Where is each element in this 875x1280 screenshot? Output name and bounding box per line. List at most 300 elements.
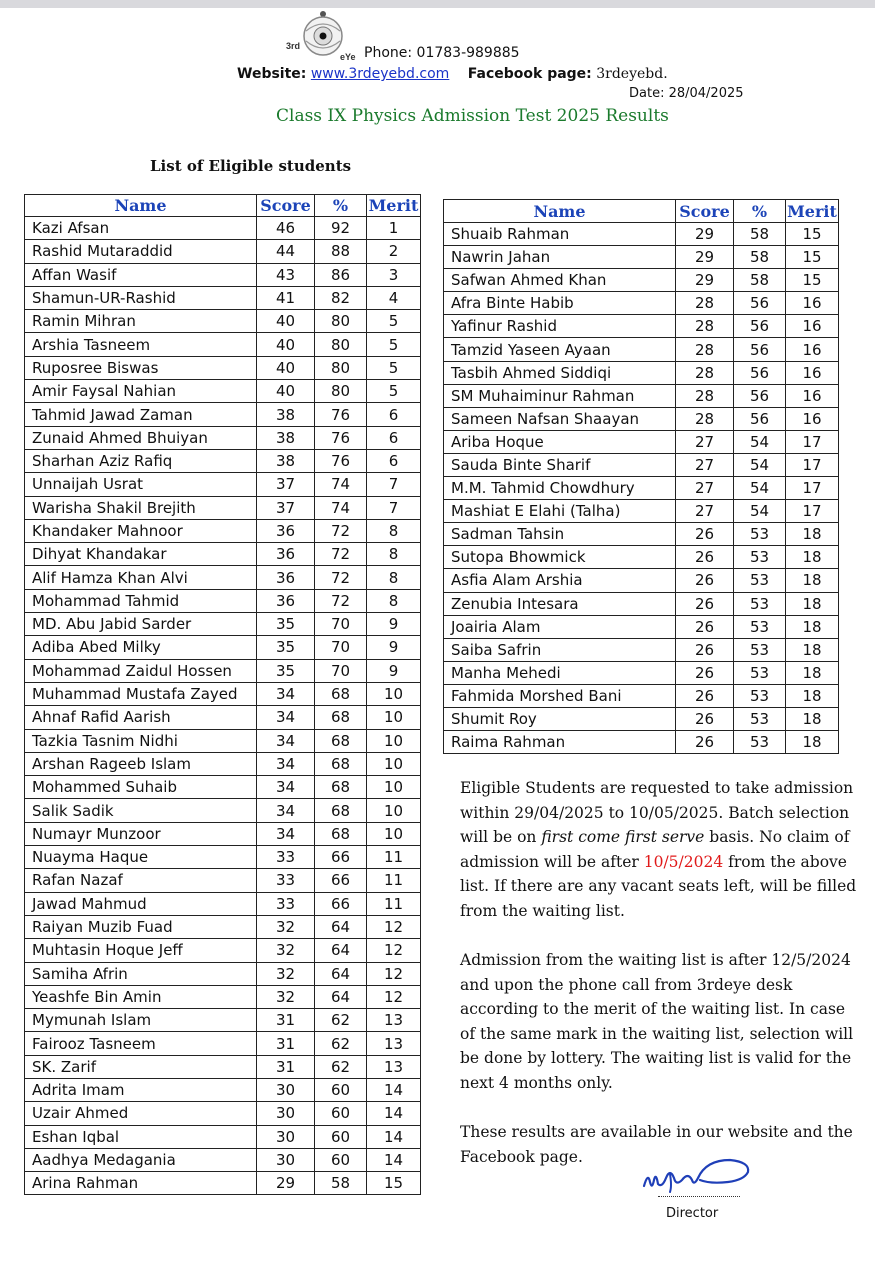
student-name: Yeashfe Bin Amin xyxy=(25,985,257,1008)
score-cell: 37 xyxy=(257,496,315,519)
score-cell: 26 xyxy=(676,523,734,546)
student-name: Adrita Imam xyxy=(25,1078,257,1101)
score-cell: 35 xyxy=(257,636,315,659)
merit-cell: 10 xyxy=(367,776,421,799)
merit-cell: 13 xyxy=(367,1009,421,1032)
score-cell: 36 xyxy=(257,589,315,612)
percent-cell: 80 xyxy=(315,356,367,379)
table-row xyxy=(25,636,421,659)
percent-cell: 64 xyxy=(315,915,367,938)
student-name: Zenubia Intesara xyxy=(444,592,676,615)
percent-cell: 68 xyxy=(315,799,367,822)
merit-cell: 16 xyxy=(786,315,839,338)
score-cell: 26 xyxy=(676,615,734,638)
table-row xyxy=(444,477,839,500)
score-cell: 40 xyxy=(257,333,315,356)
merit-cell: 14 xyxy=(367,1078,421,1101)
admission-notes xyxy=(460,776,860,1194)
score-cell: 29 xyxy=(676,269,734,292)
percent-cell: 56 xyxy=(734,384,786,407)
percent-cell: 68 xyxy=(315,706,367,729)
score-cell: 34 xyxy=(257,799,315,822)
score-cell: 31 xyxy=(257,1055,315,1078)
score-cell: 28 xyxy=(676,361,734,384)
score-cell: 36 xyxy=(257,519,315,542)
merit-cell: 7 xyxy=(367,473,421,496)
merit-cell: 18 xyxy=(786,592,839,615)
3rdeye-logo-icon xyxy=(286,9,358,61)
percent-cell: 60 xyxy=(315,1148,367,1171)
score-cell: 32 xyxy=(257,915,315,938)
student-name: Mohammad Tahmid xyxy=(25,589,257,612)
score-cell: 34 xyxy=(257,729,315,752)
percent-cell: 80 xyxy=(315,380,367,403)
score-cell: 26 xyxy=(676,592,734,615)
score-cell: 31 xyxy=(257,1009,315,1032)
merit-cell: 6 xyxy=(367,449,421,472)
table-row xyxy=(444,661,839,684)
table-row xyxy=(25,473,421,496)
merit-cell: 15 xyxy=(367,1172,421,1195)
table-row xyxy=(25,846,421,869)
merit-cell: 18 xyxy=(786,661,839,684)
table-row xyxy=(444,384,839,407)
score-cell: 36 xyxy=(257,566,315,589)
table-row xyxy=(25,566,421,589)
score-cell: 26 xyxy=(676,546,734,569)
student-name: Nuayma Haque xyxy=(25,846,257,869)
merit-cell: 18 xyxy=(786,731,839,754)
table-row xyxy=(25,659,421,682)
score-cell: 37 xyxy=(257,473,315,496)
merit-cell: 10 xyxy=(367,822,421,845)
merit-cell: 5 xyxy=(367,333,421,356)
percent-cell: 58 xyxy=(734,223,786,246)
student-name: Shumit Roy xyxy=(444,707,676,730)
table-row xyxy=(444,407,839,430)
results-table-right xyxy=(443,199,839,754)
merit-cell: 18 xyxy=(786,638,839,661)
percent-cell: 56 xyxy=(734,315,786,338)
table-row xyxy=(444,292,839,315)
signature-label: Director xyxy=(666,1206,719,1221)
merit-cell: 11 xyxy=(367,869,421,892)
score-cell: 33 xyxy=(257,892,315,915)
student-name: Eshan Iqbal xyxy=(25,1125,257,1148)
director-signature-icon xyxy=(640,1150,755,1200)
merit-cell: 10 xyxy=(367,799,421,822)
percent-cell: 82 xyxy=(315,286,367,309)
score-cell: 34 xyxy=(257,682,315,705)
merit-cell: 13 xyxy=(367,1032,421,1055)
percent-cell: 53 xyxy=(734,615,786,638)
student-name: Jawad Mahmud xyxy=(25,892,257,915)
percent-cell: 76 xyxy=(315,426,367,449)
student-name: M.M. Tahmid Chowdhury xyxy=(444,477,676,500)
merit-cell: 5 xyxy=(367,310,421,333)
student-name: Ruposree Biswas xyxy=(25,356,257,379)
note-text: Eligible Students are requested to take admission within 29/04/2025 to 10/05/2025. Batch selection will be on xyxy=(460,779,854,846)
column-header-score: Score xyxy=(257,195,315,217)
table-row xyxy=(25,939,421,962)
score-cell: 27 xyxy=(676,500,734,523)
student-name: Muhammad Mustafa Zayed xyxy=(25,682,257,705)
table-row xyxy=(25,1172,421,1195)
merit-cell: 9 xyxy=(367,659,421,682)
student-name: Fairooz Tasneem xyxy=(25,1032,257,1055)
table-row xyxy=(25,589,421,612)
percent-cell: 56 xyxy=(734,292,786,315)
note-text: from the above list. If there are any vacant seats left, will be filled from the waiting list. xyxy=(460,852,857,920)
merit-cell: 4 xyxy=(367,286,421,309)
score-cell: 27 xyxy=(676,453,734,476)
percent-cell: 66 xyxy=(315,869,367,892)
column-header-name: Name xyxy=(444,200,676,223)
student-name: Kazi Afsan xyxy=(25,217,257,240)
merit-cell: 15 xyxy=(786,223,839,246)
percent-cell: 53 xyxy=(734,592,786,615)
student-name: Sauda Binte Sharif xyxy=(444,453,676,476)
student-name: Samiha Afrin xyxy=(25,962,257,985)
table-row xyxy=(25,496,421,519)
table-row xyxy=(25,1102,421,1125)
table-row xyxy=(444,638,839,661)
table-row xyxy=(25,286,421,309)
signature-line xyxy=(658,1196,740,1197)
student-name: Uzair Ahmed xyxy=(25,1102,257,1125)
table-row xyxy=(25,1078,421,1101)
table-row xyxy=(25,426,421,449)
merit-cell: 16 xyxy=(786,361,839,384)
table-row xyxy=(25,240,421,263)
student-name: Rafan Nazaf xyxy=(25,869,257,892)
percent-cell: 68 xyxy=(315,822,367,845)
student-name: Tasbih Ahmed Siddiqi xyxy=(444,361,676,384)
student-name: Asfia Alam Arshia xyxy=(444,569,676,592)
merit-cell: 18 xyxy=(786,569,839,592)
column-header-name: Name xyxy=(25,195,257,217)
score-cell: 28 xyxy=(676,315,734,338)
score-cell: 33 xyxy=(257,846,315,869)
table-row xyxy=(444,546,839,569)
student-name: Khandaker Mahnoor xyxy=(25,519,257,542)
student-name: Zunaid Ahmed Bhuiyan xyxy=(25,426,257,449)
table-row xyxy=(25,403,421,426)
table-row xyxy=(25,1009,421,1032)
table-row xyxy=(25,543,421,566)
percent-cell: 70 xyxy=(315,636,367,659)
table-row xyxy=(444,315,839,338)
percent-cell: 58 xyxy=(734,269,786,292)
percent-cell: 62 xyxy=(315,1009,367,1032)
note-paragraph-3: These results are available in our website and the Facebook page. xyxy=(460,1123,853,1166)
score-cell: 30 xyxy=(257,1148,315,1171)
table-row xyxy=(444,615,839,638)
student-name: Arshia Tasneem xyxy=(25,333,257,356)
student-name: Ramin Mihran xyxy=(25,310,257,333)
score-cell: 34 xyxy=(257,822,315,845)
score-cell: 34 xyxy=(257,752,315,775)
score-cell: 35 xyxy=(257,659,315,682)
merit-cell: 14 xyxy=(367,1125,421,1148)
student-name: Raiyan Muzib Fuad xyxy=(25,915,257,938)
score-cell: 38 xyxy=(257,449,315,472)
merit-cell: 3 xyxy=(367,263,421,286)
percent-cell: 53 xyxy=(734,707,786,730)
score-cell: 34 xyxy=(257,706,315,729)
student-name: Muhtasin Hoque Jeff xyxy=(25,939,257,962)
percent-cell: 68 xyxy=(315,752,367,775)
table-row xyxy=(444,223,839,246)
table-row xyxy=(444,430,839,453)
student-name: Mashiat E Elahi (Talha) xyxy=(444,500,676,523)
table-row xyxy=(444,523,839,546)
percent-cell: 56 xyxy=(734,338,786,361)
table-row xyxy=(444,707,839,730)
top-border xyxy=(0,0,875,8)
student-name: Sharhan Aziz Rafiq xyxy=(25,449,257,472)
table-row xyxy=(25,1148,421,1171)
table-row xyxy=(25,752,421,775)
merit-cell: 5 xyxy=(367,356,421,379)
student-name: Warisha Shakil Brejith xyxy=(25,496,257,519)
merit-cell: 18 xyxy=(786,523,839,546)
percent-cell: 54 xyxy=(734,430,786,453)
score-cell: 26 xyxy=(676,638,734,661)
score-cell: 27 xyxy=(676,430,734,453)
merit-cell: 11 xyxy=(367,892,421,915)
table-row xyxy=(25,892,421,915)
student-name: Numayr Munzoor xyxy=(25,822,257,845)
percent-cell: 54 xyxy=(734,453,786,476)
percent-cell: 56 xyxy=(734,361,786,384)
percent-cell: 72 xyxy=(315,543,367,566)
list-subtitle: List of Eligible students xyxy=(150,157,352,175)
table-header-row xyxy=(25,195,421,217)
student-name: Manha Mehedi xyxy=(444,661,676,684)
student-name: Saiba Safrin xyxy=(444,638,676,661)
score-cell: 26 xyxy=(676,684,734,707)
percent-cell: 53 xyxy=(734,638,786,661)
score-cell: 28 xyxy=(676,292,734,315)
table-row xyxy=(25,380,421,403)
percent-cell: 92 xyxy=(315,217,367,240)
merit-cell: 18 xyxy=(786,707,839,730)
merit-cell: 2 xyxy=(367,240,421,263)
merit-cell: 6 xyxy=(367,403,421,426)
merit-cell: 14 xyxy=(367,1102,421,1125)
merit-cell: 8 xyxy=(367,589,421,612)
merit-cell: 16 xyxy=(786,338,839,361)
table-row xyxy=(444,500,839,523)
percent-cell: 68 xyxy=(315,729,367,752)
percent-cell: 66 xyxy=(315,892,367,915)
student-name: Joairia Alam xyxy=(444,615,676,638)
merit-cell: 12 xyxy=(367,939,421,962)
percent-cell: 72 xyxy=(315,589,367,612)
table-row xyxy=(25,682,421,705)
table-row xyxy=(444,592,839,615)
percent-cell: 74 xyxy=(315,496,367,519)
website-label: Website: xyxy=(237,66,307,82)
student-name: Nawrin Jahan xyxy=(444,246,676,269)
merit-cell: 8 xyxy=(367,519,421,542)
percent-cell: 64 xyxy=(315,939,367,962)
merit-cell: 7 xyxy=(367,496,421,519)
table-row xyxy=(444,338,839,361)
student-name: Fahmida Morshed Bani xyxy=(444,684,676,707)
table-row xyxy=(444,361,839,384)
merit-cell: 8 xyxy=(367,543,421,566)
percent-cell: 88 xyxy=(315,240,367,263)
merit-cell: 15 xyxy=(786,269,839,292)
percent-cell: 53 xyxy=(734,546,786,569)
percent-cell: 62 xyxy=(315,1055,367,1078)
student-name: Sameen Nafsan Shaayan xyxy=(444,407,676,430)
table-row xyxy=(25,776,421,799)
merit-cell: 17 xyxy=(786,430,839,453)
logo-text-bottom: eYe xyxy=(340,52,356,61)
table-row xyxy=(25,613,421,636)
table-row xyxy=(25,310,421,333)
percent-cell: 74 xyxy=(315,473,367,496)
score-cell: 33 xyxy=(257,869,315,892)
note-paragraph-2: Admission from the waiting list is after 12/5/2024 and upon the phone call from 3rdeye desk according to the merit of the waiting list. In case of the same mark in the waiting list, selection will be done by lottery. The waiting list is valid for the next 4 months only. xyxy=(460,951,854,1092)
table-row xyxy=(25,263,421,286)
table-row xyxy=(444,246,839,269)
student-name: SK. Zarif xyxy=(25,1055,257,1078)
percent-cell: 53 xyxy=(734,684,786,707)
percent-cell: 76 xyxy=(315,403,367,426)
score-cell: 30 xyxy=(257,1078,315,1101)
table-row xyxy=(25,1125,421,1148)
score-cell: 29 xyxy=(676,223,734,246)
score-cell: 29 xyxy=(257,1172,315,1195)
percent-cell: 60 xyxy=(315,1125,367,1148)
student-name: Yafinur Rashid xyxy=(444,315,676,338)
note-text: basis. No claim of admission will be after xyxy=(460,828,850,871)
table-row xyxy=(25,356,421,379)
table-row xyxy=(25,217,421,240)
table-row xyxy=(25,729,421,752)
score-cell: 26 xyxy=(676,661,734,684)
table-row xyxy=(25,962,421,985)
date: Date: 28/04/2025 xyxy=(629,86,744,101)
score-cell: 36 xyxy=(257,543,315,566)
student-name: SM Muhaiminur Rahman xyxy=(444,384,676,407)
logo-text-top: 3rd xyxy=(286,41,301,51)
percent-cell: 53 xyxy=(734,523,786,546)
note-paragraph-1 xyxy=(460,776,860,923)
percent-cell: 76 xyxy=(315,449,367,472)
student-name: Arina Rahman xyxy=(25,1172,257,1195)
student-name: Safwan Ahmed Khan xyxy=(444,269,676,292)
score-cell: 40 xyxy=(257,310,315,333)
percent-cell: 66 xyxy=(315,846,367,869)
column-header-merit: Merit xyxy=(367,195,421,217)
table-row xyxy=(25,822,421,845)
merit-cell: 14 xyxy=(367,1148,421,1171)
percent-cell: 53 xyxy=(734,731,786,754)
table-row xyxy=(25,915,421,938)
percent-cell: 60 xyxy=(315,1102,367,1125)
merit-cell: 9 xyxy=(367,636,421,659)
percent-cell: 70 xyxy=(315,659,367,682)
score-cell: 28 xyxy=(676,407,734,430)
student-name: Adiba Abed Milky xyxy=(25,636,257,659)
facebook-value: 3rdeyebd. xyxy=(596,66,668,82)
score-cell: 26 xyxy=(676,569,734,592)
student-name: Tahmid Jawad Zaman xyxy=(25,403,257,426)
merit-cell: 16 xyxy=(786,292,839,315)
table-row xyxy=(444,731,839,754)
merit-cell: 13 xyxy=(367,1055,421,1078)
score-cell: 32 xyxy=(257,985,315,1008)
percent-cell: 56 xyxy=(734,407,786,430)
table-row xyxy=(25,519,421,542)
score-cell: 41 xyxy=(257,286,315,309)
column-header-percent: % xyxy=(315,195,367,217)
merit-cell: 9 xyxy=(367,613,421,636)
table-row xyxy=(444,269,839,292)
score-cell: 26 xyxy=(676,731,734,754)
merit-cell: 18 xyxy=(786,546,839,569)
contact-line xyxy=(237,66,668,82)
merit-cell: 15 xyxy=(786,246,839,269)
score-cell: 28 xyxy=(676,338,734,361)
student-name: Amir Faysal Nahian xyxy=(25,380,257,403)
student-name: Salik Sadik xyxy=(25,799,257,822)
website-link[interactable]: www.3rdeyebd.com xyxy=(310,66,450,82)
score-cell: 30 xyxy=(257,1102,315,1125)
score-cell: 35 xyxy=(257,613,315,636)
student-name: MD. Abu Jabid Sarder xyxy=(25,613,257,636)
merit-cell: 10 xyxy=(367,682,421,705)
percent-cell: 68 xyxy=(315,682,367,705)
percent-cell: 86 xyxy=(315,263,367,286)
score-cell: 44 xyxy=(257,240,315,263)
student-name: Ariba Hoque xyxy=(444,430,676,453)
table-row xyxy=(25,799,421,822)
percent-cell: 80 xyxy=(315,310,367,333)
table-row xyxy=(25,706,421,729)
student-name: Tamzid Yaseen Ayaan xyxy=(444,338,676,361)
table-row xyxy=(444,453,839,476)
score-cell: 30 xyxy=(257,1125,315,1148)
facebook-label: Facebook page: xyxy=(467,66,592,82)
score-cell: 27 xyxy=(676,477,734,500)
student-name: Afra Binte Habib xyxy=(444,292,676,315)
merit-cell: 18 xyxy=(786,615,839,638)
merit-cell: 10 xyxy=(367,706,421,729)
merit-cell: 11 xyxy=(367,846,421,869)
note-italic-text: first come first serve xyxy=(541,828,705,846)
student-name: Dihyat Khandakar xyxy=(25,543,257,566)
student-name: Sadman Tahsin xyxy=(444,523,676,546)
merit-cell: 16 xyxy=(786,384,839,407)
percent-cell: 64 xyxy=(315,985,367,1008)
student-name: Arshan Rageeb Islam xyxy=(25,752,257,775)
student-name: Ahnaf Rafid Aarish xyxy=(25,706,257,729)
percent-cell: 53 xyxy=(734,569,786,592)
table-row xyxy=(25,1032,421,1055)
percent-cell: 53 xyxy=(734,661,786,684)
percent-cell: 72 xyxy=(315,566,367,589)
merit-cell: 12 xyxy=(367,985,421,1008)
merit-cell: 17 xyxy=(786,453,839,476)
merit-cell: 8 xyxy=(367,566,421,589)
merit-cell: 16 xyxy=(786,407,839,430)
